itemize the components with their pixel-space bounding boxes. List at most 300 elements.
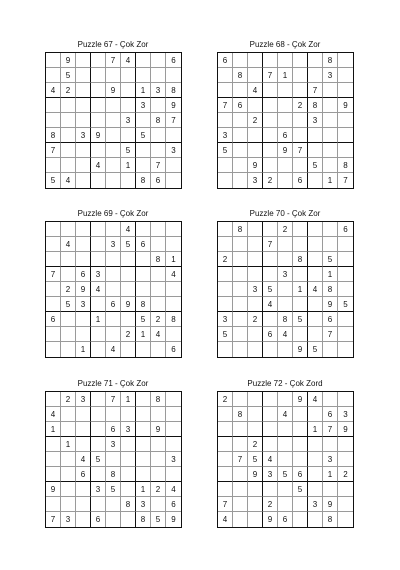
- sudoku-cell: [218, 83, 233, 98]
- sudoku-cell: 3: [136, 98, 151, 113]
- sudoku-cell: [263, 482, 278, 497]
- sudoku-cell: [308, 252, 323, 267]
- sudoku-cell: 7: [166, 113, 181, 128]
- sudoku-cell: [46, 237, 61, 252]
- sudoku-cell: 5: [308, 342, 323, 357]
- sudoku-cell: [248, 53, 263, 68]
- sudoku-cell: 6: [106, 422, 121, 437]
- sudoku-cell: 8: [166, 312, 181, 327]
- sudoku-cell: [61, 143, 76, 158]
- sudoku-cell: 6: [218, 53, 233, 68]
- sudoku-cell: 3: [76, 297, 91, 312]
- sudoku-cell: [121, 83, 136, 98]
- sudoku-cell: [338, 437, 353, 452]
- sudoku-cell: [263, 83, 278, 98]
- sudoku-cell: 3: [91, 267, 106, 282]
- sudoku-cell: 3: [323, 452, 338, 467]
- sudoku-cell: 5: [218, 327, 233, 342]
- sudoku-grid: [217, 52, 354, 189]
- sudoku-cell: [46, 342, 61, 357]
- sudoku-cell: [61, 312, 76, 327]
- sudoku-cell: [248, 422, 263, 437]
- sudoku-cell: [106, 158, 121, 173]
- sudoku-cell: [218, 113, 233, 128]
- sudoku-cell: [91, 392, 106, 407]
- sudoku-cell: [91, 237, 106, 252]
- sudoku-cell: 4: [278, 327, 293, 342]
- sudoku-cell: [263, 113, 278, 128]
- sudoku-cell: [121, 267, 136, 282]
- sudoku-cell: [293, 113, 308, 128]
- sudoku-cell: 7: [233, 452, 248, 467]
- sudoku-cell: [166, 422, 181, 437]
- sudoku-cell: [151, 437, 166, 452]
- sudoku-cell: 4: [308, 282, 323, 297]
- sudoku-cell: [338, 497, 353, 512]
- sudoku-cell: [121, 282, 136, 297]
- sudoku-cell: 5: [308, 158, 323, 173]
- sudoku-cell: [323, 128, 338, 143]
- sudoku-cell: 2: [218, 392, 233, 407]
- sudoku-cell: 9: [248, 467, 263, 482]
- sudoku-cell: [233, 437, 248, 452]
- sudoku-cell: 4: [308, 392, 323, 407]
- sudoku-cell: [338, 237, 353, 252]
- sudoku-cell: 2: [248, 113, 263, 128]
- sudoku-cell: [166, 392, 181, 407]
- sudoku-cell: [338, 113, 353, 128]
- sudoku-cell: [218, 452, 233, 467]
- sudoku-cell: [263, 422, 278, 437]
- sudoku-cell: [338, 267, 353, 282]
- sudoku-cell: [248, 143, 263, 158]
- sudoku-cell: [106, 222, 121, 237]
- sudoku-cell: [323, 392, 338, 407]
- sudoku-cell: 1: [323, 173, 338, 188]
- sudoku-cell: [278, 342, 293, 357]
- sudoku-cell: 3: [338, 407, 353, 422]
- sudoku-cell: [278, 497, 293, 512]
- sudoku-cell: [248, 237, 263, 252]
- sudoku-cell: 1: [61, 437, 76, 452]
- sudoku-cell: [293, 422, 308, 437]
- sudoku-cell: [248, 98, 263, 113]
- sudoku-cell: [136, 422, 151, 437]
- sudoku-cell: [278, 482, 293, 497]
- sudoku-cell: [233, 143, 248, 158]
- sudoku-cell: [323, 158, 338, 173]
- sudoku-cell: [106, 68, 121, 83]
- sudoku-cell: [136, 437, 151, 452]
- sudoku-cell: [233, 497, 248, 512]
- puzzle-title: Puzzle 67 - Çok Zor: [77, 40, 149, 49]
- sudoku-cell: [308, 327, 323, 342]
- sudoku-cell: [308, 173, 323, 188]
- sudoku-cell: 3: [248, 173, 263, 188]
- sudoku-cell: [151, 237, 166, 252]
- sudoku-cell: 9: [338, 98, 353, 113]
- sudoku-cell: [106, 407, 121, 422]
- sudoku-cell: [293, 407, 308, 422]
- sudoku-cell: 6: [338, 222, 353, 237]
- sudoku-cell: 4: [121, 222, 136, 237]
- sudoku-cell: 1: [121, 392, 136, 407]
- sudoku-cell: 6: [171, 345, 176, 354]
- sudoku-cell: [61, 128, 76, 143]
- sudoku-cell: [91, 297, 106, 312]
- sudoku-cell: 9: [76, 282, 91, 297]
- sudoku-cell: [233, 327, 248, 342]
- sudoku-cell: [323, 342, 338, 357]
- sudoku-cell: 1: [166, 252, 181, 267]
- sudoku-cell: [308, 407, 323, 422]
- sudoku-cell: 3: [263, 467, 278, 482]
- sudoku-cell: 7: [323, 422, 338, 437]
- sudoku-cell: 5: [151, 512, 166, 527]
- sudoku-cell: 3: [121, 113, 136, 128]
- sudoku-cell: [76, 173, 91, 188]
- sudoku-cell: [248, 68, 263, 83]
- sudoku-cell: 2: [278, 222, 293, 237]
- sudoku-cell: [263, 252, 278, 267]
- sudoku-cell: [308, 437, 323, 452]
- sudoku-cell: [46, 98, 61, 113]
- sudoku-cell: [263, 128, 278, 143]
- sudoku-cell: [263, 437, 278, 452]
- sudoku-cell: [278, 252, 293, 267]
- sudoku-cell: [248, 327, 263, 342]
- sudoku-cell: [323, 98, 338, 113]
- sudoku-cell: [218, 222, 233, 237]
- sudoku-cell: 5: [106, 482, 121, 497]
- sudoku-cell: 7: [106, 392, 121, 407]
- sudoku-cell: 1: [46, 422, 61, 437]
- sudoku-cell: 9: [91, 128, 106, 143]
- sudoku-cell: [233, 53, 248, 68]
- sudoku-cell: [263, 342, 278, 357]
- sudoku-grid: [217, 391, 354, 528]
- sudoku-cell: [106, 113, 121, 128]
- sudoku-cell: [61, 482, 76, 497]
- sudoku-cell: [323, 83, 338, 98]
- sudoku-cell: [278, 422, 293, 437]
- sudoku-cell: [136, 452, 151, 467]
- sudoku-cell: [136, 407, 151, 422]
- sudoku-cell: [91, 437, 106, 452]
- sudoku-cell: [218, 467, 233, 482]
- sudoku-cell: [61, 407, 76, 422]
- sudoku-cell: [121, 467, 136, 482]
- sudoku-cell: [248, 512, 263, 527]
- sudoku-cell: 5: [91, 452, 106, 467]
- sudoku-cell: [233, 282, 248, 297]
- sudoku-cell: [233, 312, 248, 327]
- sudoku-cell: [278, 83, 293, 98]
- sudoku-cell: 9: [293, 342, 308, 357]
- sudoku-cell: 6: [166, 53, 181, 68]
- sudoku-cell: [76, 237, 91, 252]
- sudoku-cell: [293, 237, 308, 252]
- sudoku-cell: [136, 158, 151, 173]
- sudoku-cell: 1: [278, 68, 293, 83]
- sudoku-cell: 9: [323, 297, 338, 312]
- sudoku-cell: [218, 173, 233, 188]
- sudoku-cell: 8: [323, 53, 338, 68]
- sudoku-cell: 4: [91, 282, 106, 297]
- sudoku-cell: [263, 158, 278, 173]
- sudoku-cell: [76, 158, 91, 173]
- sudoku-cell: [46, 437, 61, 452]
- sudoku-cell: [308, 297, 323, 312]
- sudoku-cell: 9: [61, 53, 76, 68]
- sudoku-cell: [46, 452, 61, 467]
- sudoku-cell: [46, 222, 61, 237]
- sudoku-cell: 5: [338, 297, 353, 312]
- sudoku-cell: 4: [61, 237, 76, 252]
- sudoku-cell: 3: [218, 128, 233, 143]
- sudoku-cell: 3: [136, 497, 151, 512]
- sudoku-cell: 1: [323, 267, 338, 282]
- sudoku-cell: 2: [248, 312, 263, 327]
- sudoku-cell: 2: [61, 392, 76, 407]
- sudoku-cell: 3: [218, 312, 233, 327]
- sudoku-cell: [136, 252, 151, 267]
- sudoku-cell: [233, 467, 248, 482]
- sudoku-cell: [61, 252, 76, 267]
- sudoku-cell: [293, 83, 308, 98]
- puzzle-title: Puzzle 70 - Çok Zor: [249, 209, 321, 218]
- sudoku-cell: [91, 68, 106, 83]
- sudoku-cell: 4: [46, 407, 61, 422]
- sudoku-cell: 3: [76, 128, 91, 143]
- sudoku-cell: [338, 252, 353, 267]
- sudoku-cell: [323, 113, 338, 128]
- sudoku-cell: [293, 512, 308, 527]
- sudoku-cell: [151, 53, 166, 68]
- sudoku-cell: [293, 267, 308, 282]
- sudoku-cell: 9: [106, 83, 121, 98]
- sudoku-cell: [121, 68, 136, 83]
- sudoku-cell: [76, 312, 91, 327]
- sudoku-cell: [338, 312, 353, 327]
- sudoku-cell: [121, 98, 136, 113]
- sudoku-cell: 3: [151, 83, 166, 98]
- sudoku-cell: [338, 143, 353, 158]
- sudoku-cell: [121, 342, 136, 357]
- sudoku-cell: 8: [121, 497, 136, 512]
- puzzle-title: Puzzle 71 - Çok Zor: [77, 379, 149, 388]
- sudoku-cell: [91, 113, 106, 128]
- sudoku-cell: [76, 407, 91, 422]
- sudoku-cell: 3: [91, 482, 106, 497]
- sudoku-cell: 5: [248, 452, 263, 467]
- sudoku-cell: [233, 83, 248, 98]
- sudoku-cell: [166, 437, 181, 452]
- sudoku-cell: 7: [308, 83, 323, 98]
- sudoku-cell: [218, 158, 233, 173]
- sudoku-cell: [293, 128, 308, 143]
- sudoku-cell: [278, 437, 293, 452]
- sudoku-cell: [166, 327, 181, 342]
- sudoku-cell: 9: [171, 515, 176, 524]
- sudoku-cell: [61, 497, 76, 512]
- sudoku-cell: [278, 392, 293, 407]
- sudoku-cell: 2: [263, 173, 278, 188]
- sudoku-cell: 8: [323, 282, 338, 297]
- sudoku-cell: 1: [308, 422, 323, 437]
- sudoku-cell: 6: [76, 267, 91, 282]
- sudoku-cell: [46, 327, 61, 342]
- sudoku-cell: [136, 113, 151, 128]
- sudoku-cell: [76, 113, 91, 128]
- sudoku-cell: [91, 53, 106, 68]
- sudoku-cell: [136, 282, 151, 297]
- sudoku-cell: [91, 252, 106, 267]
- sudoku-cell: [46, 497, 61, 512]
- sudoku-cell: [248, 128, 263, 143]
- sudoku-cell: [338, 53, 353, 68]
- sudoku-cell: [338, 512, 353, 527]
- sudoku-cell: 6: [263, 327, 278, 342]
- sudoku-cell: [323, 237, 338, 252]
- sudoku-cell: [91, 143, 106, 158]
- sudoku-cell: [218, 282, 233, 297]
- sudoku-cell: [293, 437, 308, 452]
- sudoku-cell: [218, 267, 233, 282]
- sudoku-cell: 5: [61, 297, 76, 312]
- sudoku-cell: 2: [263, 497, 278, 512]
- sudoku-cell: [263, 312, 278, 327]
- sudoku-cell: [233, 267, 248, 282]
- sudoku-cell: [151, 143, 166, 158]
- sudoku-cell: 4: [278, 407, 293, 422]
- sudoku-cell: [151, 282, 166, 297]
- sudoku-cell: 8: [323, 512, 338, 527]
- sudoku-cell: [166, 173, 181, 188]
- sudoku-cell: [106, 252, 121, 267]
- sudoku-cell: 7: [46, 267, 61, 282]
- sudoku-cell: [91, 467, 106, 482]
- sudoku-cell: [151, 98, 166, 113]
- sudoku-cell: 3: [278, 267, 293, 282]
- sudoku-cell: 9: [46, 482, 61, 497]
- sudoku-cell: 4: [46, 83, 61, 98]
- sudoku-cell: [248, 252, 263, 267]
- sudoku-cell: [91, 327, 106, 342]
- sudoku-cell: [166, 222, 181, 237]
- sudoku-cell: [46, 282, 61, 297]
- sudoku-cell: [338, 327, 353, 342]
- sudoku-cell: [61, 422, 76, 437]
- sudoku-cell: [46, 392, 61, 407]
- sudoku-cell: 6: [106, 297, 121, 312]
- sudoku-cell: 6: [323, 407, 338, 422]
- sudoku-cell: [61, 452, 76, 467]
- sudoku-cell: 1: [76, 342, 91, 357]
- sudoku-cell: [91, 342, 106, 357]
- sudoku-cell: 4: [91, 158, 106, 173]
- sudoku-cell: [278, 452, 293, 467]
- sudoku-cell: [338, 83, 353, 98]
- sudoku-cell: 6: [233, 98, 248, 113]
- sudoku-cell: 6: [151, 173, 166, 188]
- sudoku-cell: 7: [323, 327, 338, 342]
- sudoku-cell: [323, 482, 338, 497]
- sudoku-cell: [278, 237, 293, 252]
- sudoku-cell: 6: [293, 173, 308, 188]
- sudoku-cell: [308, 312, 323, 327]
- sudoku-cell: [91, 407, 106, 422]
- sudoku-cell: [136, 222, 151, 237]
- sudoku-cell: 9: [278, 143, 293, 158]
- sudoku-cell: [151, 452, 166, 467]
- sudoku-cell: [166, 128, 181, 143]
- sudoku-cell: [263, 98, 278, 113]
- sudoku-cell: [106, 497, 121, 512]
- sudoku-cell: [121, 512, 136, 527]
- sudoku-cell: [76, 98, 91, 113]
- sudoku-cell: [293, 158, 308, 173]
- sudoku-cell: [76, 252, 91, 267]
- sudoku-cell: 7: [106, 53, 121, 68]
- sudoku-cell: 8: [233, 68, 248, 83]
- sudoku-cell: 3: [106, 237, 121, 252]
- sudoku-cell: 5: [323, 252, 338, 267]
- sudoku-cell: [278, 98, 293, 113]
- sudoku-cell: [61, 158, 76, 173]
- sudoku-cell: 7: [218, 98, 233, 113]
- sudoku-cell: 5: [136, 312, 151, 327]
- sudoku-cell: [166, 467, 181, 482]
- sudoku-cell: 2: [293, 98, 308, 113]
- sudoku-cell: 2: [218, 252, 233, 267]
- sudoku-cell: 3: [308, 113, 323, 128]
- sudoku-cell: [218, 437, 233, 452]
- sudoku-cell: [136, 392, 151, 407]
- sudoku-cell: [76, 53, 91, 68]
- sudoku-cell: 8: [151, 252, 166, 267]
- sudoku-cell: 6: [323, 312, 338, 327]
- sudoku-cell: [263, 143, 278, 158]
- sudoku-cell: 1: [293, 282, 308, 297]
- sudoku-cell: [338, 452, 353, 467]
- sudoku-cell: [91, 222, 106, 237]
- sudoku-cell: [61, 342, 76, 357]
- sudoku-cell: [76, 422, 91, 437]
- sudoku-cell: 3: [106, 437, 121, 452]
- sudoku-cell: [248, 482, 263, 497]
- sudoku-cell: [151, 267, 166, 282]
- sudoku-cell: 9: [323, 497, 338, 512]
- sudoku-cell: [278, 173, 293, 188]
- sudoku-cell: [136, 467, 151, 482]
- sudoku-cell: 4: [106, 342, 121, 357]
- sudoku-cell: [233, 173, 248, 188]
- sudoku-cell: [46, 68, 61, 83]
- sudoku-cell: 4: [248, 83, 263, 98]
- sudoku-cell: [121, 173, 136, 188]
- sudoku-cell: [233, 128, 248, 143]
- sudoku-cell: [233, 297, 248, 312]
- sudoku-cell: [76, 143, 91, 158]
- sudoku-cell: 2: [61, 282, 76, 297]
- sudoku-cell: 8: [151, 113, 166, 128]
- sudoku-cell: 8: [136, 297, 151, 312]
- sudoku-cell: [233, 392, 248, 407]
- sudoku-cell: [338, 128, 353, 143]
- sudoku-cell: 6: [293, 467, 308, 482]
- sudoku-cell: [106, 128, 121, 143]
